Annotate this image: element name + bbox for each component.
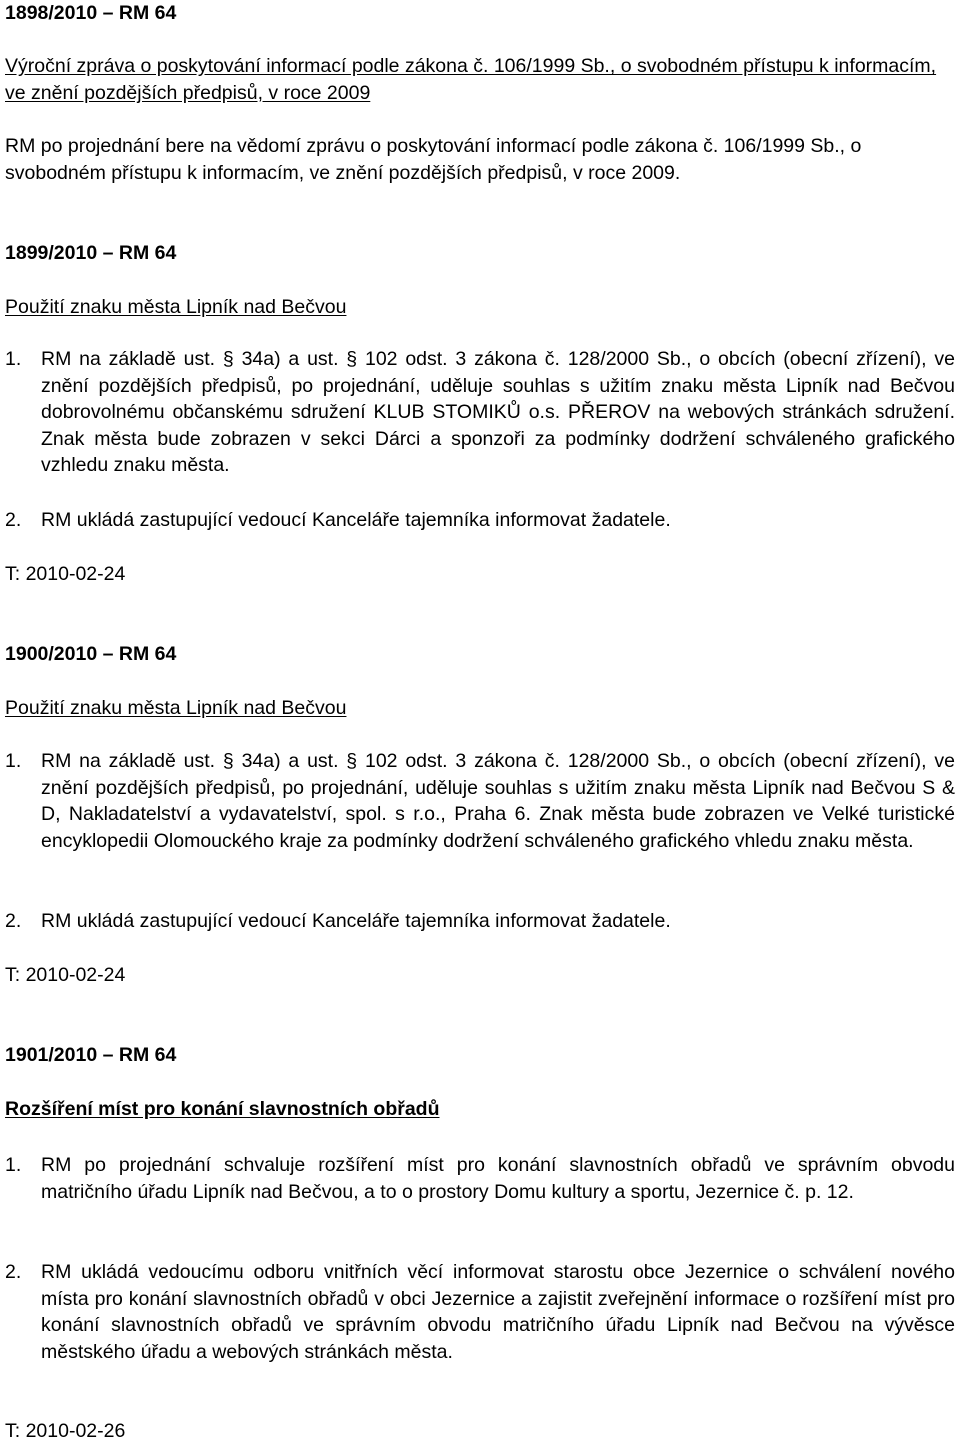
resolution-item — [5, 1259, 955, 1365]
resolution-title — [5, 1096, 955, 1123]
resolution-title — [5, 294, 955, 321]
term-date: T: 2010-02-24 — [5, 563, 126, 585]
resolution-number: 1901/2010 – RM 64 — [5, 1044, 177, 1066]
resolution-title-text: Výroční zpráva o poskytování informací podle zákona č. 106/1999 Sb., o svobodném přístupu k informacím, ve znění pozdějších předpisů, v roce 2009 — [5, 55, 937, 104]
item-text: RM ukládá vedoucímu odboru vnitřních věcí informovat starostu obce Jezernice o schválení nového místa pro konání slavnostních obřadů v obci Jezernice a zajistit zveřejnění informace o rozšíření míst pro konání slavnostních obřadů ve správním obvodu matričního úřadu Lipník nad Bečvou na vývěsce městského úřadu a webových stránkách města. — [41, 1261, 955, 1363]
term-date: T: 2010-02-24 — [5, 964, 126, 986]
item-text: RM na základě ust. § 34a) a ust. § 102 odst. 3 zákona č. 128/2000 Sb., o obcích (obecní zřízení), ve znění pozdějších předpisů, po projednání, uděluje souhlas s užitím znaku města Lipník nad Bečvou S & D, Nakladatelství a vydavatelství, spol. s r.o., Praha 6. Znak města bude zobrazen ve Velké turistické encyklopedii Olomouckého kraje za podmínky dodržení schváleného grafického vhledu znaku města. — [41, 750, 955, 852]
resolution-number: 1900/2010 – RM 64 — [5, 643, 177, 665]
resolution-title-text: Rozšíření míst pro konání slavnostních obřadů — [5, 1098, 440, 1120]
resolution-item — [5, 507, 955, 534]
item-text: RM ukládá zastupující vedoucí Kanceláře tajemníka informovat žadatele. — [41, 910, 671, 932]
resolution-item — [5, 908, 955, 935]
item-number: 1. — [5, 348, 22, 370]
resolution-item — [5, 748, 955, 854]
resolution-number: 1899/2010 – RM 64 — [5, 242, 177, 264]
item-number: 2. — [5, 910, 22, 932]
resolution-title — [5, 695, 955, 722]
resolution-title-text: Použití znaku města Lipník nad Bečvou — [5, 296, 347, 318]
resolution-title-text: Použití znaku města Lipník nad Bečvou — [5, 697, 347, 719]
item-number: 2. — [5, 1261, 22, 1283]
item-number: 1. — [5, 1154, 22, 1176]
resolution-item — [5, 346, 955, 479]
resolution-number: 1898/2010 – RM 64 — [5, 2, 177, 24]
resolution-title — [5, 53, 955, 106]
resolution-item — [5, 1152, 955, 1205]
term-date: T: 2010-02-26 — [5, 1420, 126, 1442]
item-number: 2. — [5, 509, 22, 531]
item-text: RM ukládá zastupující vedoucí Kanceláře tajemníka informovat žadatele. — [41, 509, 671, 531]
item-number: 1. — [5, 750, 22, 772]
item-text: RM na základě ust. § 34a) a ust. § 102 odst. 3 zákona č. 128/2000 Sb., o obcích (obecní zřízení), ve znění pozdějších předpisů, po projednání, uděluje souhlas s užitím znaku města Lipník nad Bečvou dobrovolnému občanskému sdružení KLUB STOMIKŮ o.s. PŘEROV na webových stránkách sdružení. Znak města bude zobrazen v sekci Dárci a sponzoři za podmínky dodržení schváleného grafického vzhledu znaku města. — [41, 348, 955, 476]
resolution-body: RM po projednání bere na vědomí zprávu o poskytování informací podle zákona č. 106/1999 Sb., o svobodném přístupu k informacím, ve znění pozdějších předpisů, v roce 2009. — [5, 135, 862, 184]
item-text: RM po projednání schvaluje rozšíření míst pro konání slavnostních obřadů ve správním obvodu matričního úřadu Lipník nad Bečvou, a to o prostory Domu kultury a sportu, Jezernice č. p. 12. — [41, 1154, 955, 1203]
